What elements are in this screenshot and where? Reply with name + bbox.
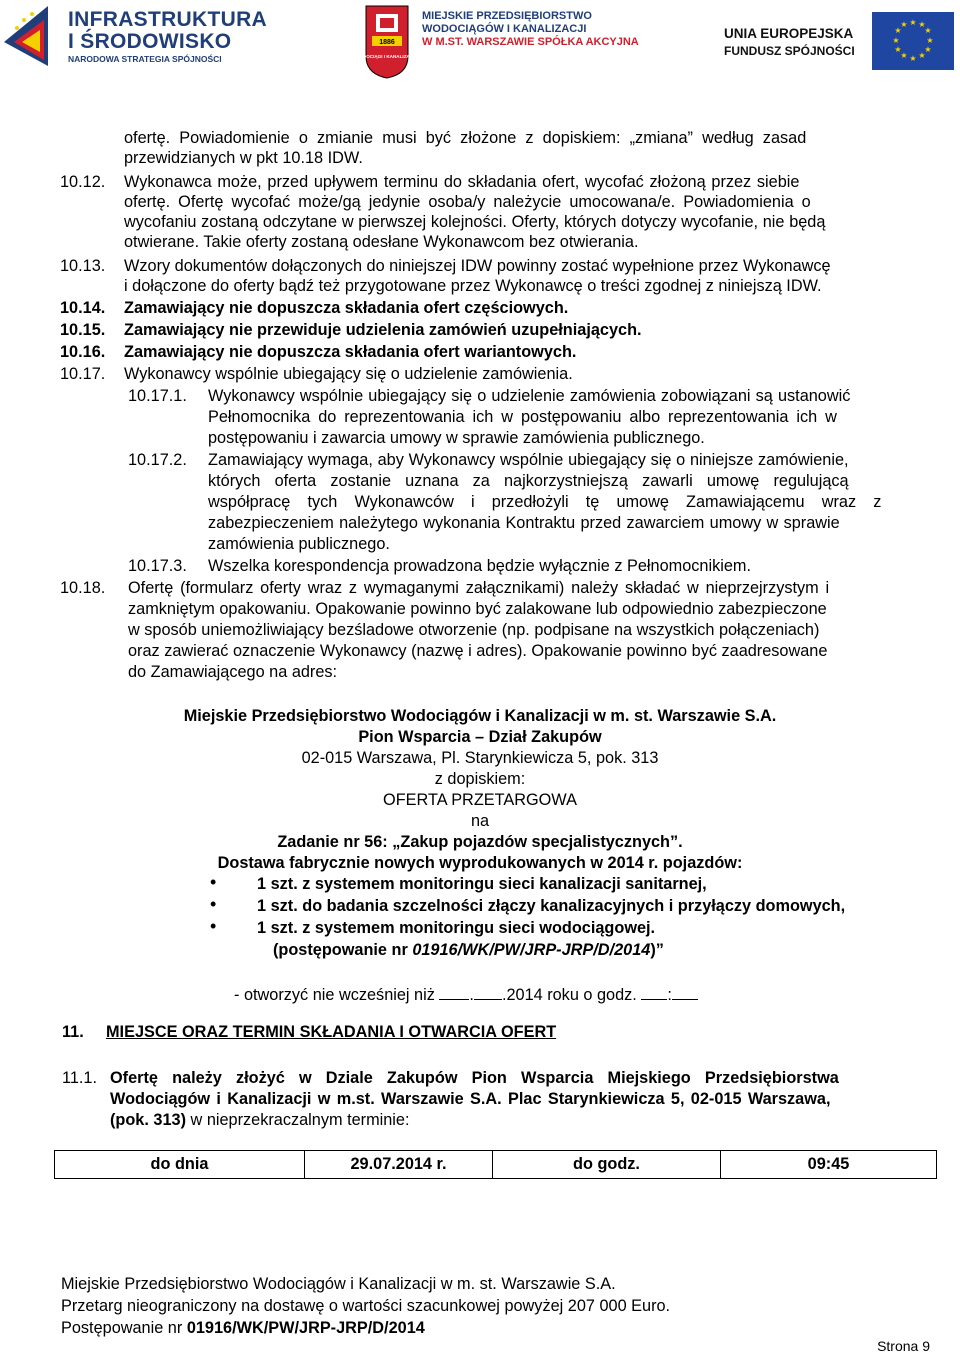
seal-text: WODOCIĄGI I KANALIZACJA [354, 54, 420, 59]
p10-17-3-text: Wszelka korespondencja prowadzona będzie wyłącznie z Pełnomocnikiem. [208, 557, 751, 575]
header-logos [0, 0, 960, 80]
p10-17-2-line-5: zamówienia publicznego. [208, 535, 390, 553]
footer-line-2: Przetarg nieograniczony na dostawę o wartości szacunkowej powyżej 207 000 Euro. [61, 1297, 671, 1315]
section-11-1-number: 11.1. [62, 1069, 98, 1087]
eu-flag-icon [872, 12, 954, 70]
svg-text:★: ★ [894, 45, 902, 54]
bullet-icon: • [210, 916, 217, 936]
svg-text:★: ★ [918, 20, 926, 29]
svg-text:★: ★ [909, 54, 917, 63]
p10-17-1-line-3: postępowaniu i zawarcia umowy w sprawie zamówienia publicznego. [208, 429, 705, 447]
logo-left-line2: I ŚRODOWISKO [68, 30, 232, 53]
opening-minute-blank [672, 984, 698, 1000]
footer-line-1: Miejskie Przedsiębiorstwo Wodociągów i Kanalizacji w m. st. Warszawie S.A. [61, 1275, 616, 1293]
delivery-item-1: 1 szt. z systemem monitoringu sieci kanalizacji sanitarnej, [257, 875, 707, 893]
p10-15-text: Zamawiający nie przewiduje udzielenia zamówień uzupełniających. [124, 321, 642, 339]
bullet-icon: • [210, 872, 217, 892]
p10-14-number: 10.14. [60, 299, 106, 317]
delivery-item-2: 1 szt. do badania szczelności złączy kanalizacyjnych i przyłączy domowych, [257, 897, 846, 915]
p10-17-2-number: 10.17.2. [128, 451, 187, 469]
footer-procedure-number: 01916/WK/PW/JRP-JRP/D/2014 [186, 1319, 425, 1337]
address-na: na [470, 812, 490, 830]
address-street: 02-015 Warszawa, Pl. Starynkiewicza 5, pok. 313 [301, 749, 659, 767]
p10-12-line-3: wycofaniu zostaną odczytane w pierwszej kolejności. Oferty, których dotyczy wycofanie, nie będą [124, 213, 826, 231]
p10-18-number: 10.18. [60, 579, 106, 597]
section-11-title: MIEJSCE ORAZ TERMIN SKŁADANIA I OTWARCIA OFERT [106, 1023, 557, 1041]
deadline-day-label: do dnia [55, 1151, 305, 1179]
p1-line-1: ofertę. Powiadomienie o zmianie musi być złożone z dopiskiem: „zmiana” według zasad [124, 129, 807, 147]
table-row [55, 1151, 937, 1179]
procedure-number-line: (postępowanie nr 01916/WK/PW/JRP-JRP/D/2014)” [273, 941, 664, 959]
p10-17-text: Wykonawcy wspólnie ubiegający się o udzielenie zamówienia. [124, 365, 573, 383]
logo-center-line1: MIEJSKIE PRZEDSIĘBIORSTWO [422, 10, 592, 22]
p10-17-3-number: 10.17.3. [128, 557, 187, 575]
p10-12-line-4: otwierane. Takie oferty zostaną odesłane Wykonawcom bez otwierania. [124, 233, 639, 251]
p10-16-text: Zamawiający nie dopuszcza składania ofert wariantowych. [124, 343, 577, 361]
logo-right-line2: FUNDUSZ SPÓJNOŚCI [724, 44, 855, 58]
svg-text:★: ★ [926, 36, 934, 45]
p10-18-line-2: zamkniętym opakowaniu. Opakowanie powinno być zalakowane lub odpowiednio zabezpieczone [128, 600, 827, 618]
p10-13-line-2: i dołączone do oferty bądź też przygotowane przez Wykonawcę o treści zgodnej z niniejszą IDW. [124, 277, 822, 295]
address-department: Pion Wsparcia – Dział Zakupów [358, 728, 602, 746]
logo-center-line3: W M.ST. WARSZAWIE SPÓŁKA AKCYJNA [422, 36, 639, 48]
logo-left-line1: INFRASTRUKTURA [68, 8, 268, 31]
p10-14-text: Zamawiający nie dopuszcza składania ofert częściowych. [124, 299, 569, 317]
p10-12-line-1: Wykonawca może, przed upływem terminu do składania ofert, wycofać złożoną przez siebie [124, 173, 800, 191]
p10-17-2-line-1: Zamawiający wymaga, aby Wykonawcy wspólnie ubiegający się o niniejsze zamówienie, [208, 451, 849, 469]
p10-15-number: 10.15. [60, 321, 106, 339]
section-11-1-line-2: Wodociągów i Kanalizacji w m.st. Warszawie S.A. Plac Starynkiewicza 5, 02-015 Warszawa, [110, 1090, 831, 1108]
seal-year: 1886 [379, 39, 395, 46]
svg-text:★: ★ [900, 20, 908, 29]
page-number: Strona 9 [877, 1338, 930, 1354]
p10-12-line-2: ofertę. Ofertę wycofać może/gą jedynie osoba/y należycie umocowana/e. Powiadomienia o [124, 193, 811, 211]
deadline-table [54, 1150, 937, 1179]
bullet-icon: • [210, 894, 217, 914]
section-11-1-line-1: Ofertę należy złożyć w Dziale Zakupów Pion Wsparcia Miejskiego Przedsiębiorstwa [110, 1069, 839, 1087]
p10-17-1-line-1: Wykonawcy wspólnie ubiegający się o udzielenie zamówienia zobowiązani są ustanowić [208, 387, 851, 405]
opening-hour-blank [641, 984, 667, 1000]
p1-line-2: przewidzianych w pkt 10.18 IDW. [124, 149, 363, 167]
infrastruktura-emblem-icon [4, 6, 60, 68]
svg-text:★: ★ [894, 26, 902, 35]
p10-17-2-line-4: zabezpieczeniem należytego wykonania Kontraktu przed zawarciem umowy w sprawie [208, 514, 840, 532]
footer-line-3: Postępowanie nr 01916/WK/PW/JRP-JRP/D/2014 [61, 1319, 425, 1337]
p10-16-number: 10.16. [60, 343, 106, 361]
p10-18-line-1: Ofertę (formularz oferty wraz z wymaganymi załącznikami) należy składać w nieprzejrzystym i [128, 579, 830, 597]
eu-logo [724, 12, 960, 72]
deadline-hour-label: do godz. [493, 1151, 721, 1179]
address-delivery: Dostawa fabrycznie nowych wyprodukowanych w 2014 r. pojazdów: [217, 854, 743, 872]
mpwik-logo [422, 10, 639, 80]
svg-text:★: ★ [900, 51, 908, 60]
opening-month-blank [474, 984, 502, 1000]
p10-17-1-number: 10.17.1. [128, 387, 187, 405]
logo-right-line1: UNIA EUROPEJSKA [724, 26, 854, 41]
p10-17-2-line-2: których oferta zostanie uznana za najkorzystniejszą zawarli umowę regulującą [208, 472, 849, 490]
section-11-1-line-3: (pok. 313) w nieprzekraczalnym terminie: [110, 1111, 410, 1129]
p10-17-1-line-2: Pełnomocnika do reprezentowania ich w postępowaniu albo reprezentowania ich w [208, 408, 837, 426]
p10-12-number: 10.12. [60, 173, 106, 191]
delivery-item-3: 1 szt. z systemem monitoringu sieci wodociągowej. [257, 919, 656, 937]
address-company: Miejskie Przedsiębiorstwo Wodociągów i Kanalizacji w m. st. Warszawie S.A. [183, 707, 777, 725]
opening-day-blank [439, 984, 469, 1000]
svg-text:★: ★ [924, 45, 932, 54]
logo-center-line2: WODOCIĄGÓW I KANALIZACJI [422, 23, 587, 35]
infrastruktura-logo [4, 6, 268, 68]
p10-13-line-1: Wzory dokumentów dołączonych do niniejszej IDW powinny zostać wypełnione przez Wykonawcę [124, 257, 831, 275]
opening-line: - otworzyć nie wcześniej niż . .2014 roku o godz. : [234, 984, 698, 1005]
address-label: OFERTA PRZETARGOWA [383, 791, 577, 809]
svg-text:★: ★ [909, 18, 917, 27]
p10-17-2-line-3: współpracę tych Wykonawców i przedłożyli tę umowę Zamawiającemu wraz z [208, 493, 882, 511]
deadline-time: 09:45 [721, 1151, 937, 1179]
address-note: z dopiskiem: [434, 770, 526, 788]
logo-left-line3: NARODOWA STRATEGIA SPÓJNOŚCI [68, 54, 222, 64]
procedure-number: 01916/WK/PW/JRP-JRP/D/2014 [412, 941, 651, 959]
section-11-number: 11. [62, 1023, 84, 1041]
svg-text:★: ★ [892, 36, 900, 45]
mpwik-seal-icon [354, 4, 420, 80]
address-task: Zadanie nr 56: „Zakup pojazdów specjalistycznych”. [277, 833, 683, 851]
svg-text:★: ★ [924, 26, 932, 35]
p10-17-number: 10.17. [60, 365, 106, 383]
p10-13-number: 10.13. [60, 257, 106, 275]
p10-18-line-4: oraz zawierać oznaczenie Wykonawcy (nazwę i adres). Opakowanie powinno być zaadresowane [128, 642, 828, 660]
svg-text:★: ★ [918, 51, 926, 60]
deadline-date: 29.07.2014 r. [305, 1151, 493, 1179]
p10-18-line-5: do Zamawiającego na adres: [128, 663, 338, 681]
p10-18-line-3: w sposób uniemożliwiający bezśladowe otworzenie (np. podpisane na wszystkich połączeniach) [128, 621, 820, 639]
